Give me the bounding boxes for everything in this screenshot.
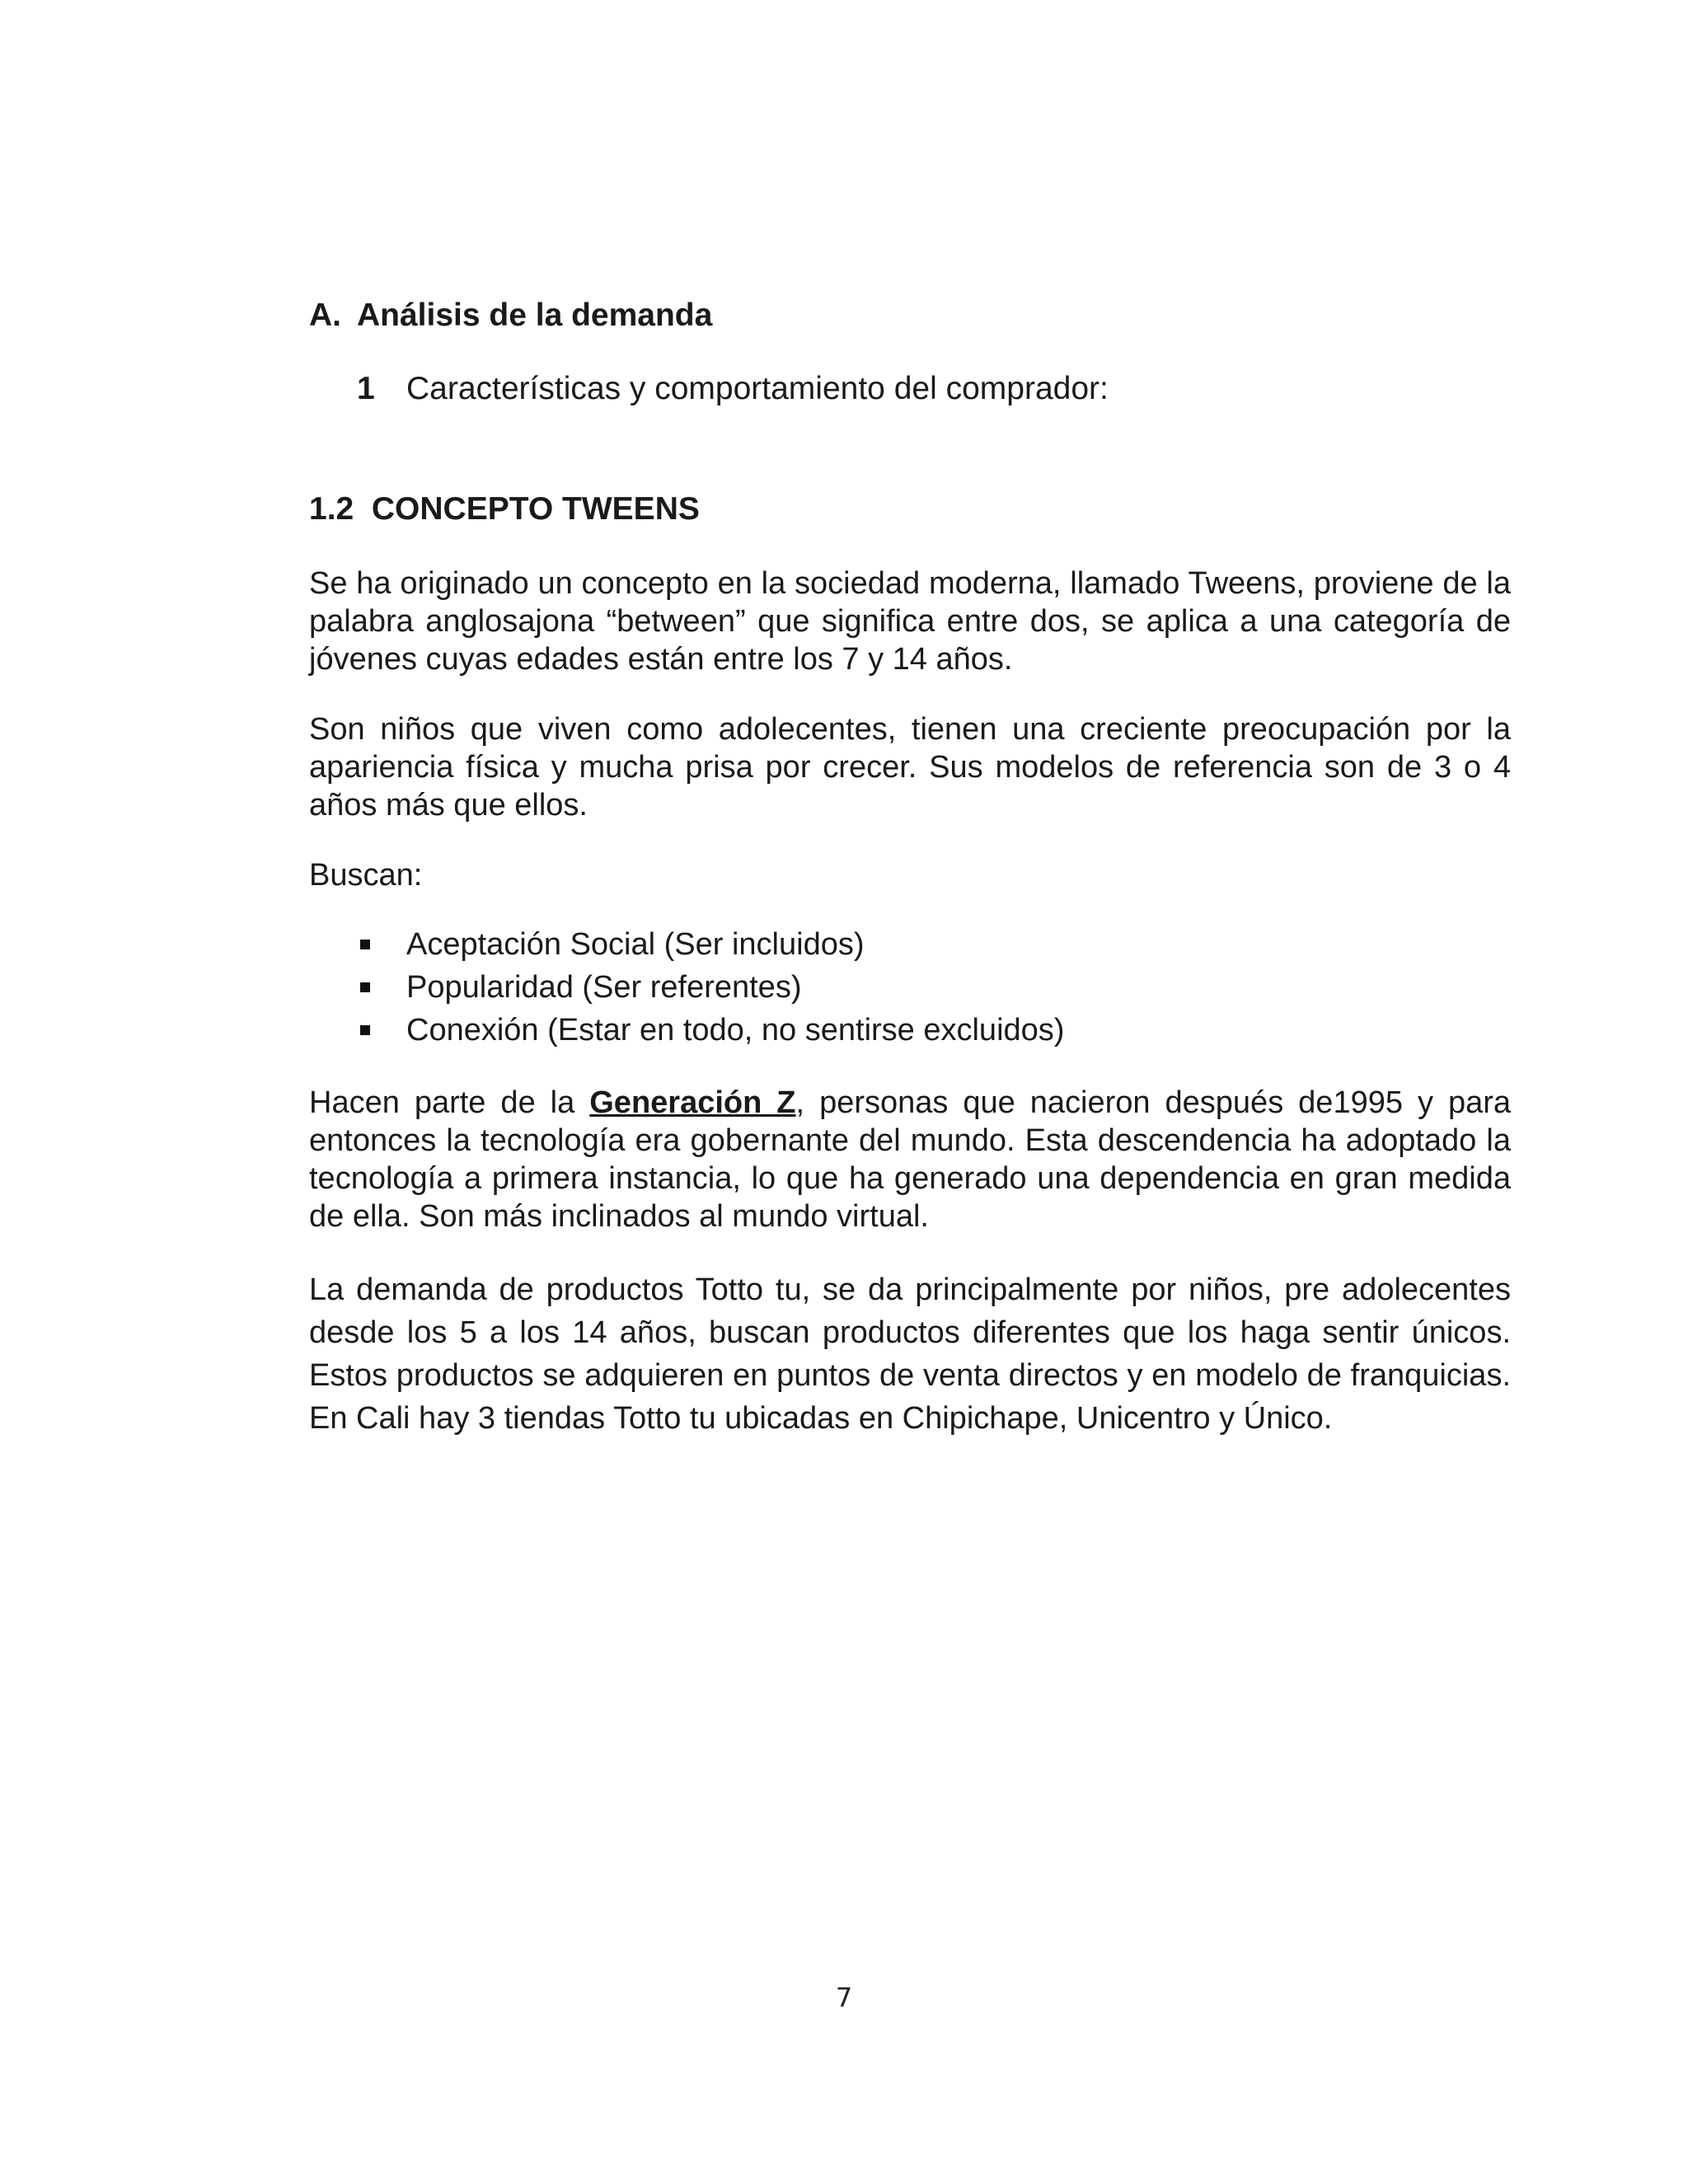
square-bullet-icon <box>360 940 370 949</box>
list-item-text: Aceptación Social (Ser incluidos) <box>406 927 865 962</box>
paragraph-buscan: Buscan: <box>309 858 423 893</box>
paragraph-demand: La demanda de productos Totto tu, se da principalmente por niños, pre adolecentes desde los 5 a los 14 años, buscan productos diferentes que los haga sentir únicos. Estos productos se adquieren en puntos de venta directos y en modelo de franquicias. En Cali hay 3 tiendas Totto tu ubicadas en Chipichape, Unicentro y Único. <box>309 1272 1511 1436</box>
subsection-title: Características y comportamiento del comprador: <box>406 371 1109 406</box>
page-content <box>309 297 1511 1440</box>
paragraph-tweens-description: Son niños que viven como adolecentes, tienen una creciente preocupación por la apariencia física y mucha prisa por crecer. Sus modelos de referencia son de 3 o 4 años más que ellos. <box>309 712 1511 823</box>
subsection-number: 1 <box>357 371 375 406</box>
paragraph-text: Hacen parte de la <box>309 1085 590 1120</box>
list-item-text: Conexión (Estar en todo, no sentirse excluidos) <box>406 1013 1065 1047</box>
concept-heading: 1.2 CONCEPTO TWEENS <box>309 491 700 527</box>
section-title: Análisis de la demanda <box>357 298 713 333</box>
seek-list <box>309 923 1511 1052</box>
section-heading <box>309 297 1511 335</box>
page-number: 7 <box>835 1982 853 2013</box>
paragraph-tweens-definition: Se ha originado un concepto en la sociedad moderna, llamado Tweens, proviene de la palabra anglosajona “between” que significa entre dos, se aplica a una categoría de jóvenes cuyas edades están entre los 7 y 14 años. <box>309 566 1511 677</box>
list-item <box>359 1009 1511 1052</box>
paragraph-generation-z <box>309 1084 1511 1235</box>
section-label: A. <box>309 298 341 333</box>
generation-z-highlight: Generación Z <box>589 1085 796 1120</box>
list-item-text: Popularidad (Ser referentes) <box>406 970 802 1005</box>
square-bullet-icon <box>360 1025 370 1035</box>
paragraph-text: , personas que nacieron después de1995 y para entonces la tecnología era gobernante del mundo. Esta descendencia ha adoptado la tecnología a primera instancia, lo que ha generado una dependencia en gran medida de ella. Son más inclinados al mundo virtual. <box>309 1085 1512 1234</box>
subsection-heading <box>357 370 1511 408</box>
list-item <box>359 966 1511 1009</box>
square-bullet-icon <box>360 982 370 992</box>
list-item <box>359 923 1511 966</box>
